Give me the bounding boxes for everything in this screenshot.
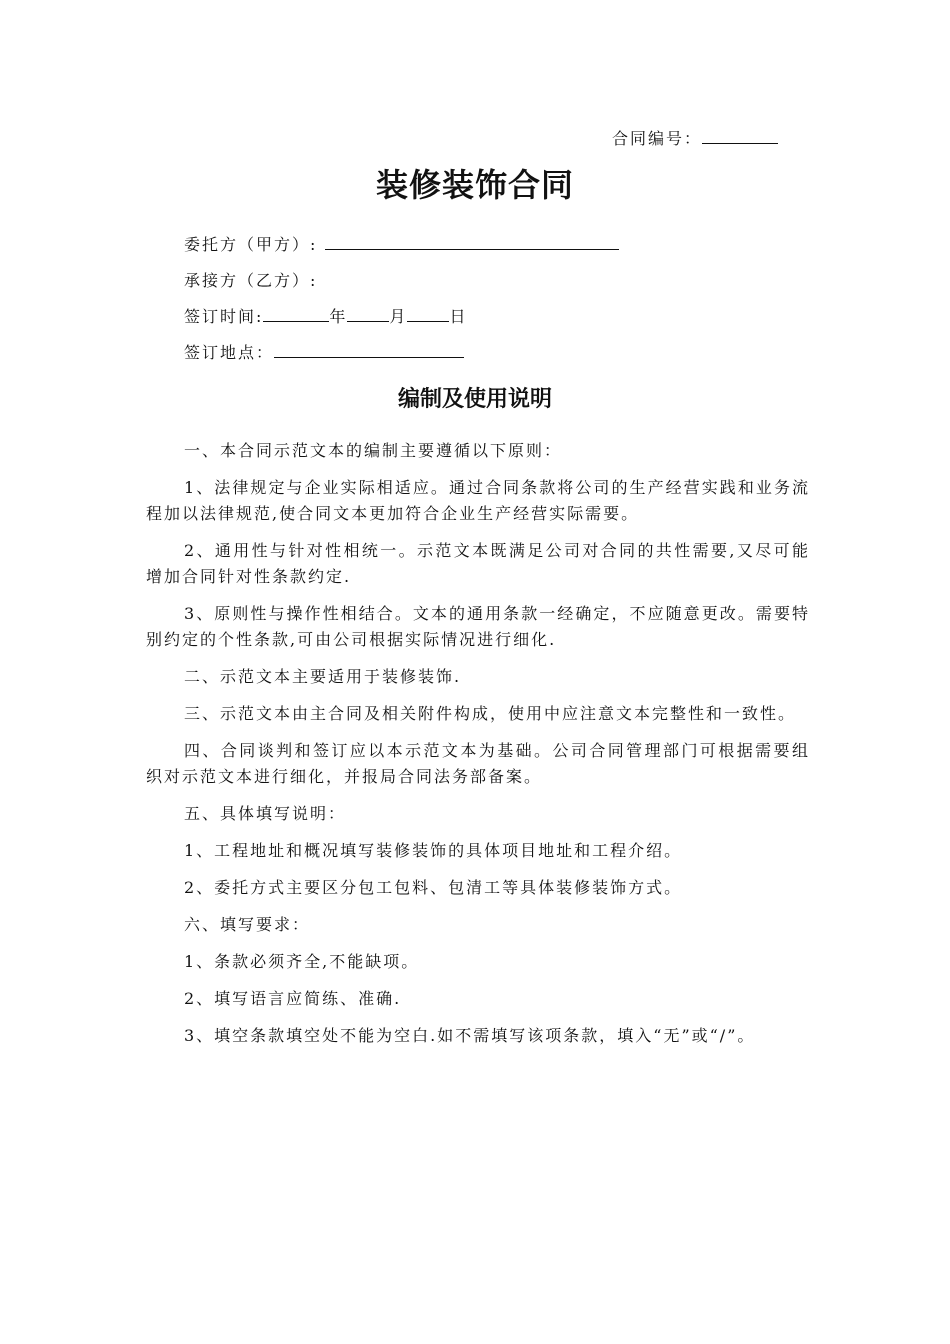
sign-place-label: 签订地点： [184,343,275,362]
instruction-paragraph: 一、本合同示范文本的编制主要遵循以下原则： [184,441,563,460]
client-blank[interactable] [325,233,619,250]
contractor-line [184,268,317,291]
instruction-paragraph: 2、通用性与针对性相统一。示范文本既满足公司对合同的共性需要,又尽可能增加合同针对性条款约定. [146,541,810,586]
instruction-paragraph: 3、原则性与操作性相结合。文本的通用条款一经确定，不应随意更改。需要特别约定的个性条款,可由公司根据实际情况进行细化. [146,604,810,649]
year-label: 年 [329,307,348,326]
document-title: 装修装饰合同 [375,166,574,204]
contract-number [612,126,778,149]
contract-number-blank[interactable] [702,127,778,144]
month-blank[interactable] [347,305,389,322]
day-label: 日 [449,307,468,326]
client-label: 委托方（甲方）: [184,235,318,254]
instruction-paragraph: 三、示范文本由主合同及相关附件构成，使用中应注意文本完整性和一致性。 [184,704,797,723]
instruction-paragraph: 2、委托方式主要区分包工包料、包清工等具体装修装饰方式。 [184,878,683,897]
instruction-paragraph: 四、合同谈判和签订应以本示范文本为基础。公司合同管理部门可根据需要组织对示范文本进行细化，并报局合同法务部备案。 [146,741,810,786]
instructions-title: 编制及使用说明 [397,386,552,412]
instructions-body [146,438,810,1060]
instruction-paragraph: 二、示范文本主要适用于装修装饰. [184,667,462,686]
year-blank[interactable] [263,305,329,322]
instruction-paragraph: 1、工程地址和概况填写装修装饰的具体项目地址和工程介绍。 [184,841,683,860]
instruction-paragraph: 1、条款必须齐全,不能缺项。 [184,952,420,971]
contract-number-label: 合同编号： [612,129,703,148]
instruction-paragraph: 五、具体填写说明： [184,804,347,823]
sign-place-line [184,340,464,363]
client-line [184,232,619,255]
instruction-paragraph: 六、填写要求： [184,915,311,934]
day-blank[interactable] [407,305,449,322]
instruction-paragraph: 3、填空条款填空处不能为空白.如不需填写该项条款，填入“无”或“/”。 [184,1026,756,1045]
instruction-paragraph: 2、填写语言应简练、准确. [184,989,402,1008]
contractor-label: 承接方（乙方）: [184,271,318,290]
sign-place-blank[interactable] [274,341,464,358]
sign-time-label: 签订时间: [184,307,264,326]
month-label: 月 [389,307,408,326]
sign-time-line [184,304,467,327]
instruction-paragraph: 1、法律规定与企业实际相适应。通过合同条款将公司的生产经营实践和业务流程加以法律规范,使合同文本更加符合企业生产经营实际需要。 [146,478,810,523]
